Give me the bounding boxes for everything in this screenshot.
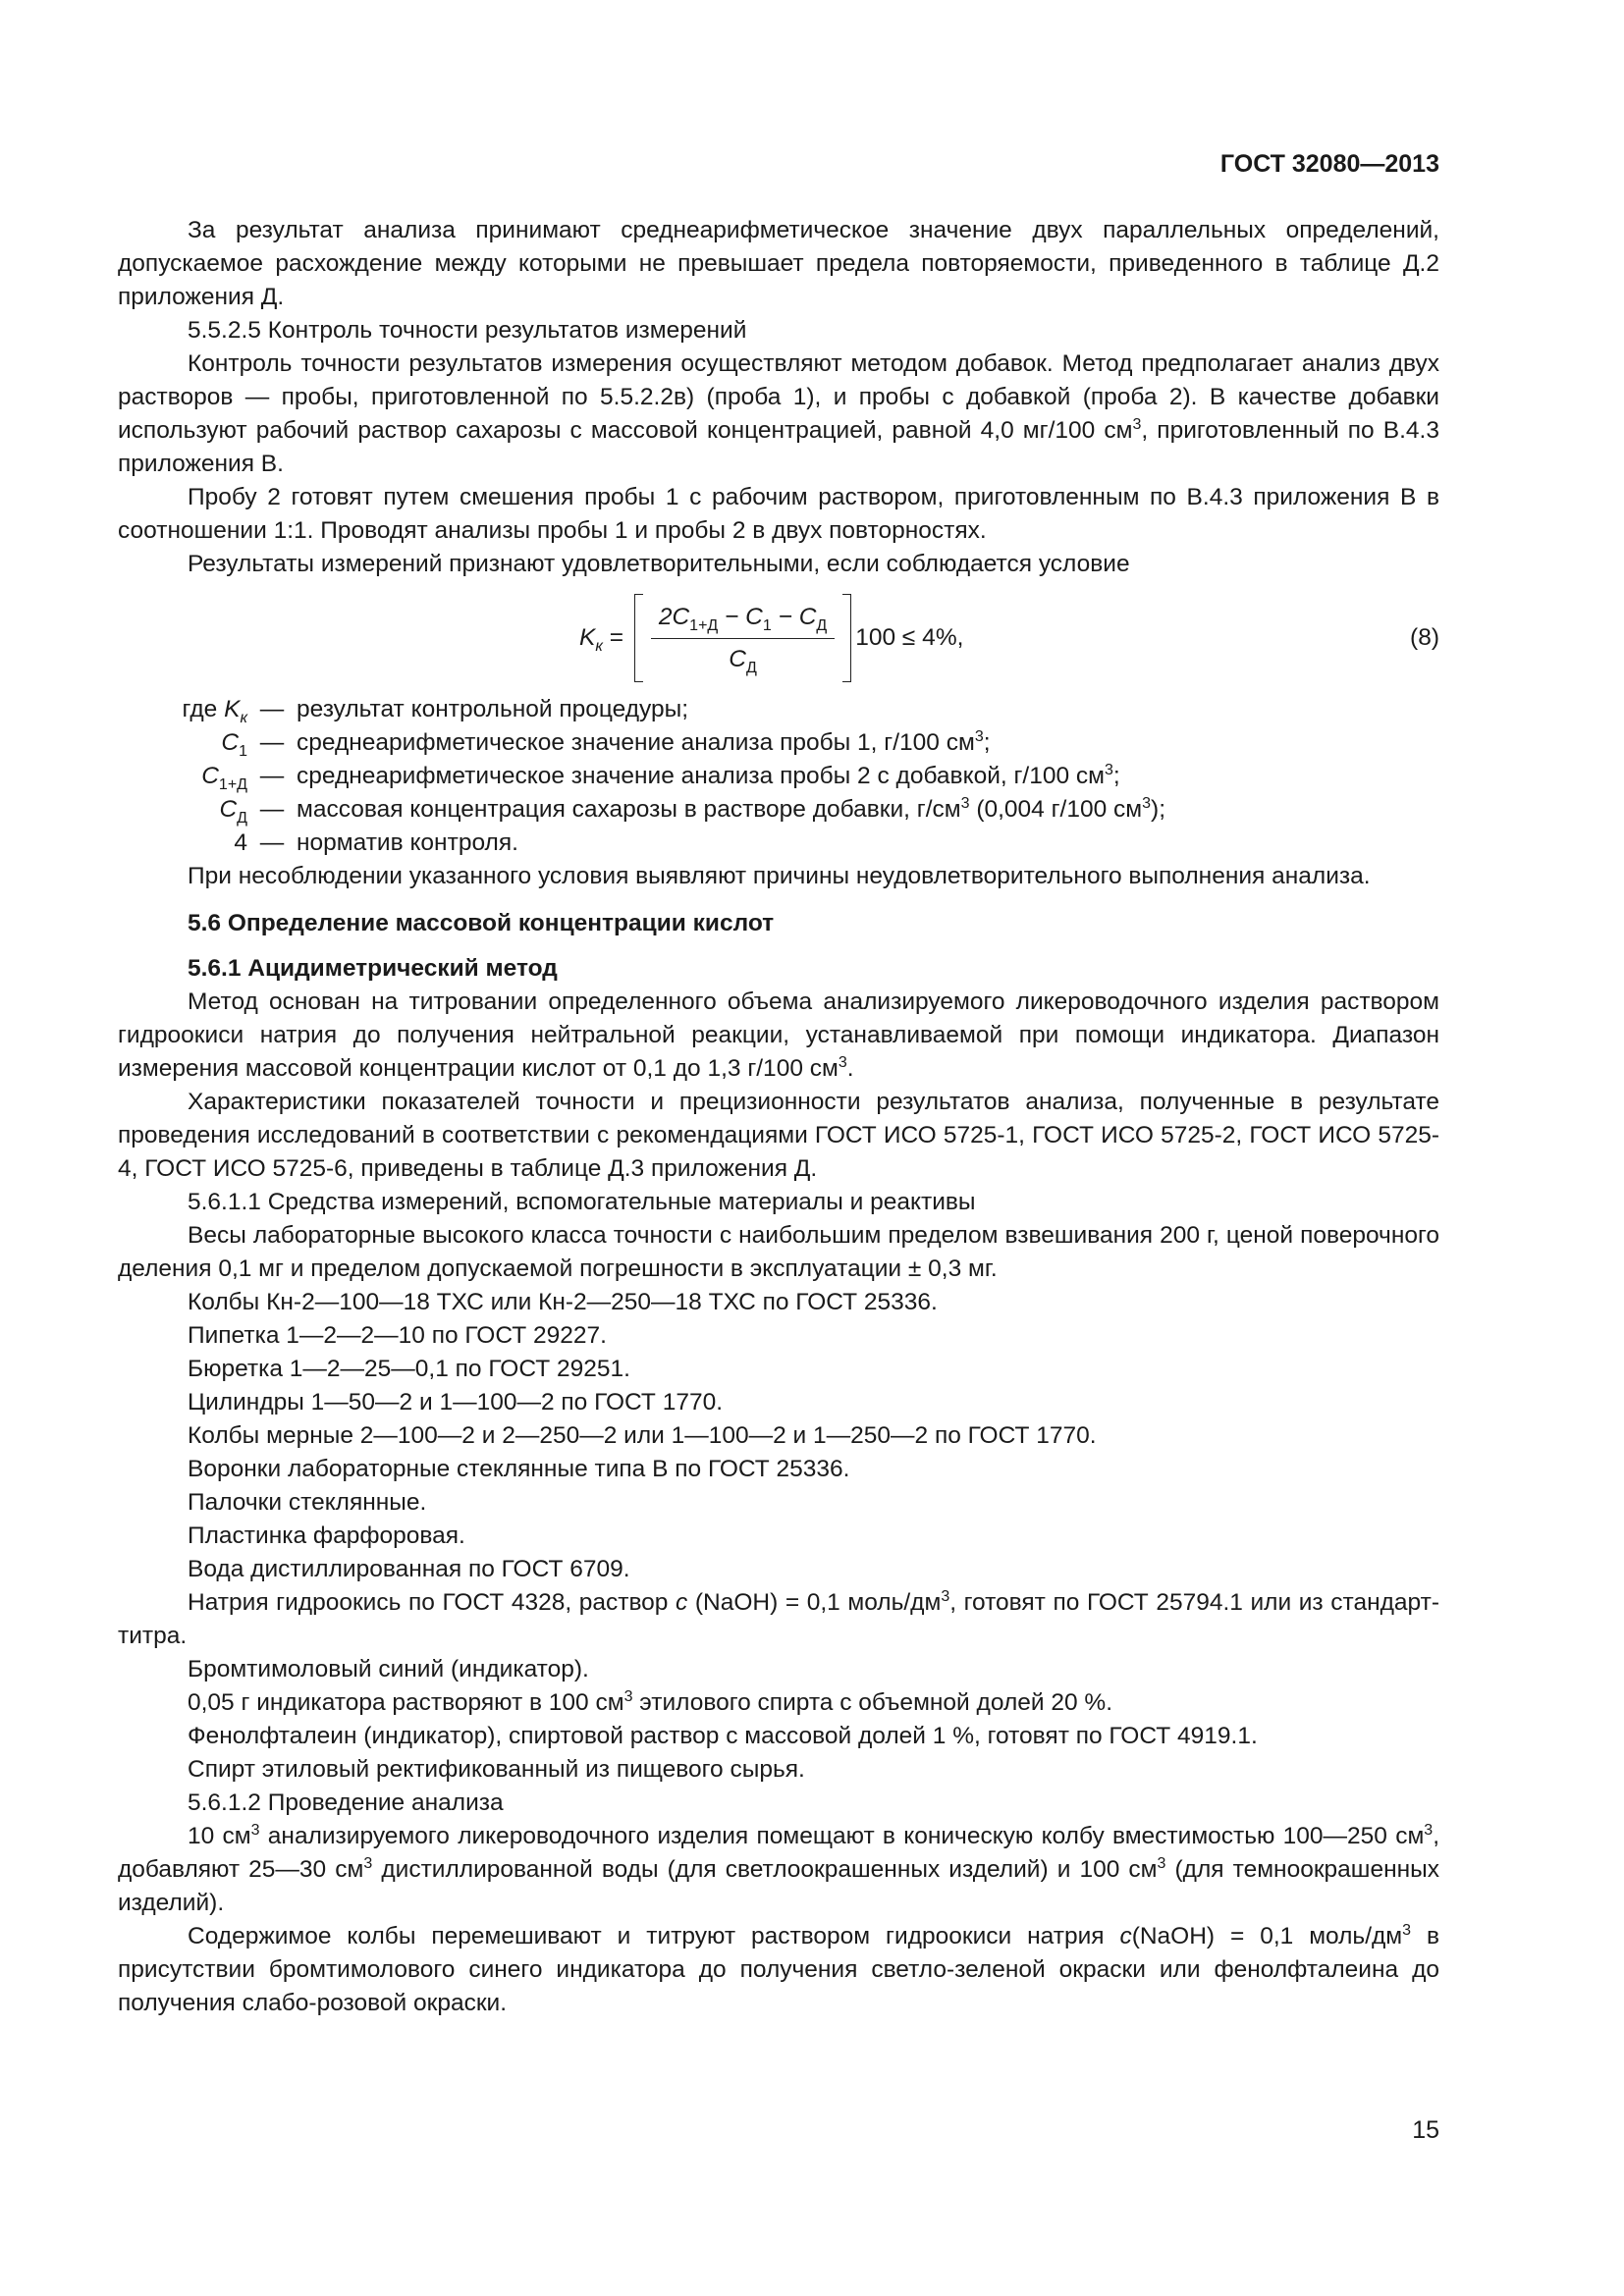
list-item: Цилиндры 1—50—2 и 1—100—2 по ГОСТ 1770. bbox=[188, 1389, 724, 1415]
paragraph: Содержимое колбы перемешивают и титруют раствором гидроокиси натрия c(NaOH) = 0,1 моль/$дм^3$ в присутствии бромтимолового синего индикатора до получения светло-зеленой окраски или фенолфталеина до получения слабо-розовой окраски. bbox=[118, 1921, 1439, 2016]
definition-row: $C_Д$ — массовая концентрация сахарозы в растворе добавки, $г/см^3$ (0,004 г/100 $см^3$); bbox=[219, 794, 1165, 827]
document-body bbox=[118, 214, 1439, 2020]
subsection-title: 5.6.1.2 Проведение анализа bbox=[188, 1789, 504, 1816]
list-item: 0,05 г индикатора растворяют в 100 $см^3$ этилового спирта с объемной долей 20 %. bbox=[188, 1687, 1113, 1716]
definition-row: 4 — норматив контроля. bbox=[234, 829, 518, 856]
list-item: Спирт этиловый ректификованный из пищевого сырья. bbox=[188, 1756, 805, 1783]
list-item: Пипетка 1—2—2—10 по ГОСТ 29227. bbox=[188, 1322, 607, 1349]
paragraph: Пробу 2 готовят путем смешения пробы 1 с рабочим раствором, приготовленным по В.4.3 приложения В в соотношении 1:1. Проводят анализы пробы 1 и пробы 2 в двух повторностях. bbox=[118, 484, 1439, 544]
definition-row: $C_{1+Д}$ — среднеарифметическое значение анализа пробы 2 с добавкой, г/100 $см^3$; bbox=[201, 761, 1120, 793]
page-number: 15 bbox=[1412, 2116, 1439, 2144]
right-bracket bbox=[842, 594, 851, 682]
formula-8 bbox=[118, 589, 1439, 687]
definition-row: где $K_к$ — результат контрольной процедуры; bbox=[182, 696, 689, 726]
list-item: Натрия гидроокись по ГОСТ 4328, раствор c (NaOH) = 0,1 моль/$дм^3$, готовят по ГОСТ 25794.1 или из стандарт-титра. bbox=[118, 1587, 1439, 1649]
formula-body bbox=[579, 589, 963, 687]
list-item: Колбы Кн-2—100—18 ТХС или Кн-2—250—18 ТХС по ГОСТ 25336. bbox=[188, 1289, 938, 1315]
paragraph: Результаты измерений признают удовлетворительными, если соблюдается условие bbox=[188, 551, 1130, 577]
list-item: Бюретка 1—2—25—0,1 по ГОСТ 29251. bbox=[188, 1356, 630, 1382]
paragraph: При несоблюдении указанного условия выявляют причины неудовлетворительного выполнения анализа. bbox=[188, 863, 1371, 889]
list-item: Пластинка фарфоровая. bbox=[188, 1522, 465, 1549]
definition-row: $C_1$ — среднеарифметическое значение анализа пробы 1, г/100 $см^3$; bbox=[221, 727, 991, 760]
paragraph: Контроль точности результатов измерения осуществляют методом добавок. Метод предполагает анализ двух растворов — пробы, приготовленной по 5.5.2.2в) (проба 1), и пробы с добавкой (проба 2). В качестве добавки используют рабочий раствор сахарозы с массовой концентрацией, равной 4,0 мг/100 $см^3$, приготовленный по В.4.3 приложения В. bbox=[118, 350, 1439, 477]
fraction-denominator: $C_Д$ bbox=[729, 645, 757, 676]
definitions-list bbox=[118, 693, 1439, 860]
equation-number: (8) bbox=[1410, 624, 1439, 651]
list-item: Бромтимоловый синий (индикатор). bbox=[188, 1656, 589, 1682]
list-item: Колбы мерные 2—100—2 и 2—250—2 или 1—100—2 и 1—250—2 по ГОСТ 1770. bbox=[188, 1422, 1097, 1449]
subsection-title: 5.6.1.1 Средства измерений, вспомогательные материалы и реактивы bbox=[188, 1189, 976, 1215]
section-heading: 5.6 Определение массовой концентрации кислот bbox=[188, 910, 775, 936]
left-bracket bbox=[634, 594, 643, 682]
paragraph: Характеристики показателей точности и прецизионности результатов анализа, полученные в результате проведения исследований в соответствии с рекомендациями ГОСТ ИСО 5725-1, ГОСТ ИСО 5725-2, ГОСТ ИСО 5725-4, ГОСТ ИСО 5725-6, приведены в таблице Д.3 приложения Д. bbox=[118, 1089, 1439, 1182]
paragraph: За результат анализа принимают среднеарифметическое значение двух параллельных определений, допускаемое расхождение между которыми не превышает предела повторяемости, приведенного в таблице Д.2 приложения Д. bbox=[118, 217, 1439, 310]
list-item: Палочки стеклянные. bbox=[188, 1489, 427, 1516]
paragraph: 10 $см^3$ анализируемого ликероводочного изделия помещают в коническую колбу вместимостью 100—250 $см^3$, добавляют 25—30 $см^3$ дистиллированной воды (для светлоокрашенных изделий) и 100 $см^3$ (для темноокрашенных изделий). bbox=[118, 1821, 1440, 1916]
subsection-title: 5.5.2.5 Контроль точности результатов измерений bbox=[188, 317, 747, 344]
list-item: Вода дистиллированная по ГОСТ 6709. bbox=[188, 1556, 630, 1582]
paragraph: Весы лабораторные высокого класса точности с наибольшим пределом взвешивания 200 г, ценой поверочного деления 0,1 мг и пределом допускаемой погрешности в эксплуатации ± 0,3 мг. bbox=[118, 1222, 1439, 1282]
document-id: ГОСТ 32080—2013 bbox=[1219, 150, 1439, 178]
section-heading: 5.6.1 Ацидиметрический метод bbox=[188, 955, 558, 982]
list-item: Воронки лабораторные стеклянные типа В по ГОСТ 25336. bbox=[188, 1456, 850, 1482]
paragraph: Метод основан на титровании определенного объема анализируемого ликероводочного изделия раствором гидроокиси натрия до получения нейтральной реакции, устанавливаемой при помощи индикатора. Диапазон измерения массовой концентрации кислот от 0,1 до 1,3 г/100 $см^3$. bbox=[118, 988, 1439, 1082]
formula-lhs: $K_к$ bbox=[579, 624, 603, 655]
formula-eq: = bbox=[609, 624, 624, 651]
fraction-numerator: $2C_{1+Д} - C_1 - C_Д$ bbox=[651, 601, 835, 639]
formula-tail: 100 ≤ 4%, bbox=[855, 624, 964, 651]
list-item: Фенолфталеин (индикатор), спиртовой раствор с массовой долей 1 %, готовят по ГОСТ 4919.1. bbox=[188, 1723, 1258, 1749]
formula-fraction bbox=[651, 601, 835, 676]
